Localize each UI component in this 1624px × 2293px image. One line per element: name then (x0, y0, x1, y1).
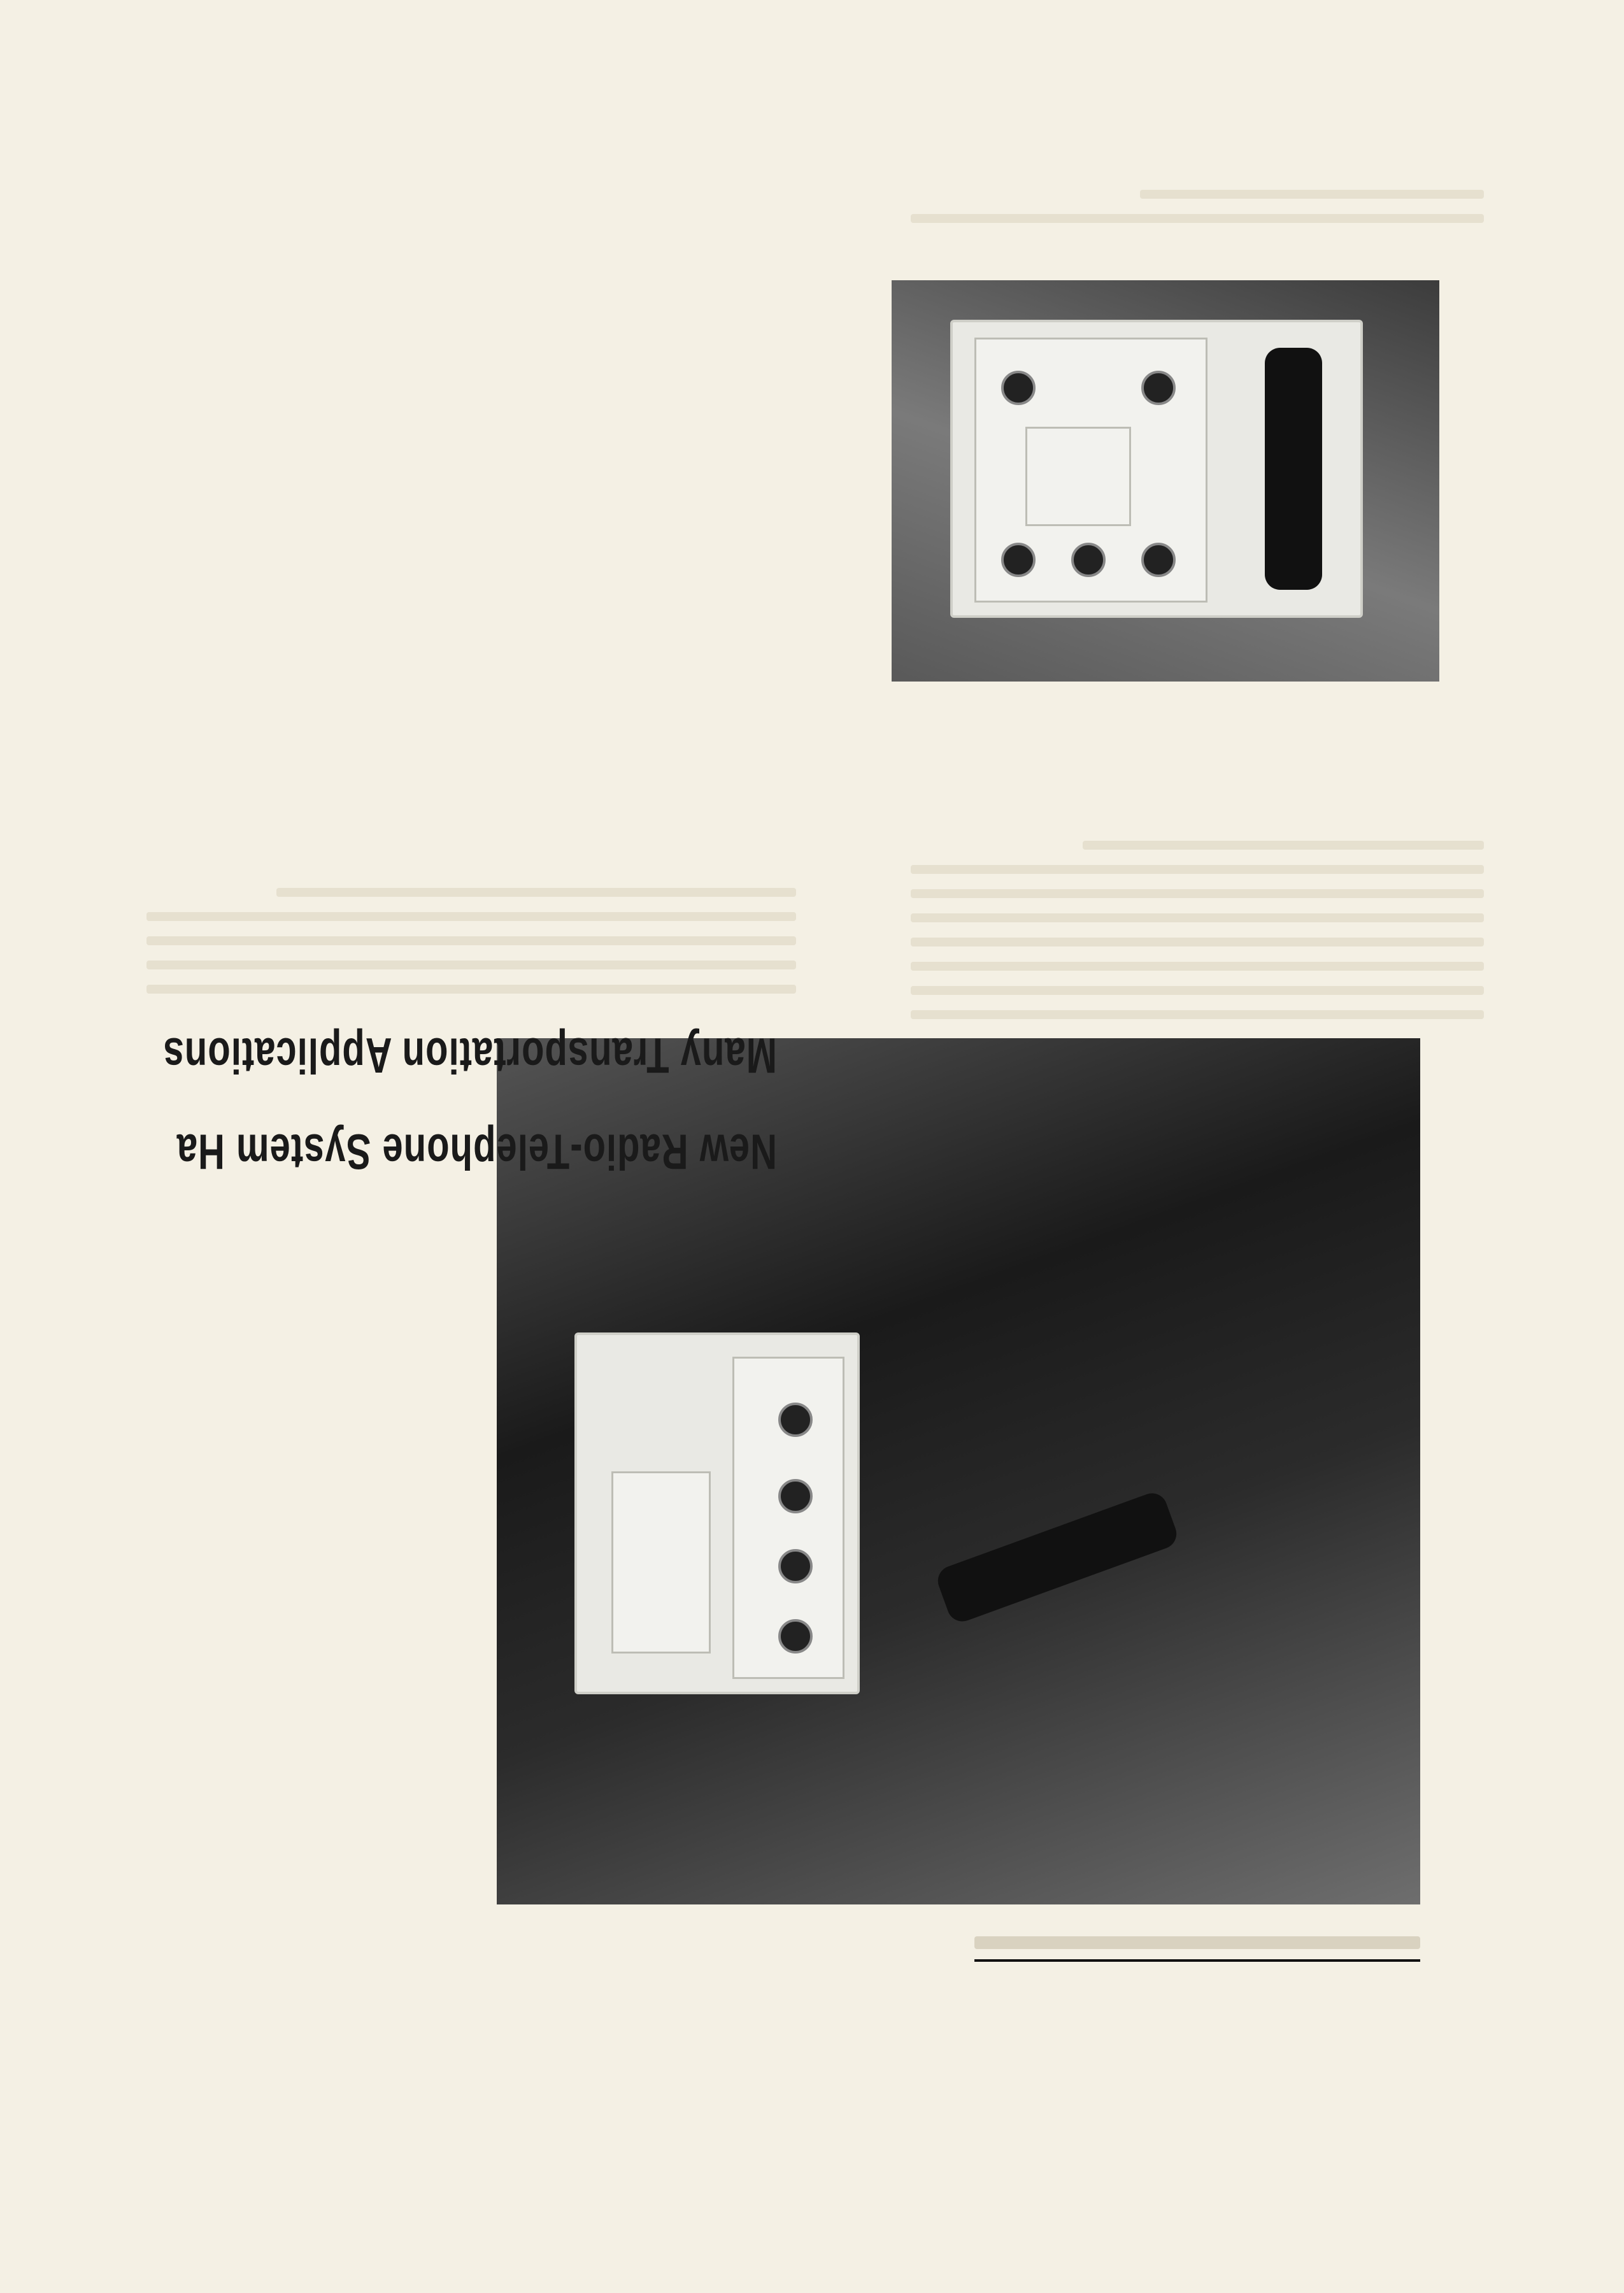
article-heading (32, 1022, 777, 1185)
radio-knob (778, 1549, 813, 1583)
bleed-through-text-bottom (911, 175, 1484, 223)
handset (934, 1489, 1181, 1626)
radio-unit-window (1025, 427, 1131, 526)
header-rule (974, 1959, 1420, 1962)
radio-knob (1071, 543, 1106, 577)
radio-knob (778, 1479, 813, 1513)
title-line-2: Many Transportation Applications (162, 1027, 777, 1083)
radio-unit-in-cab (574, 1332, 860, 1694)
article-title (32, 1027, 777, 1185)
radio-unit-display (611, 1471, 711, 1654)
radio-knob (1141, 543, 1176, 577)
bleed-through-text (146, 873, 796, 994)
radio-knob (1001, 371, 1036, 405)
radio-knob (1141, 371, 1176, 405)
radio-knob (778, 1619, 813, 1654)
bleed-through-text-left (911, 825, 1484, 1019)
handset (1265, 348, 1322, 590)
radio-knob (1001, 543, 1036, 577)
radio-knob (778, 1403, 813, 1437)
running-head (974, 1936, 1420, 1949)
title-line-1: New Radio-Telephone System Ha (176, 1124, 777, 1180)
radio-unit-box (950, 320, 1363, 618)
photo-radio-unit (892, 280, 1439, 682)
